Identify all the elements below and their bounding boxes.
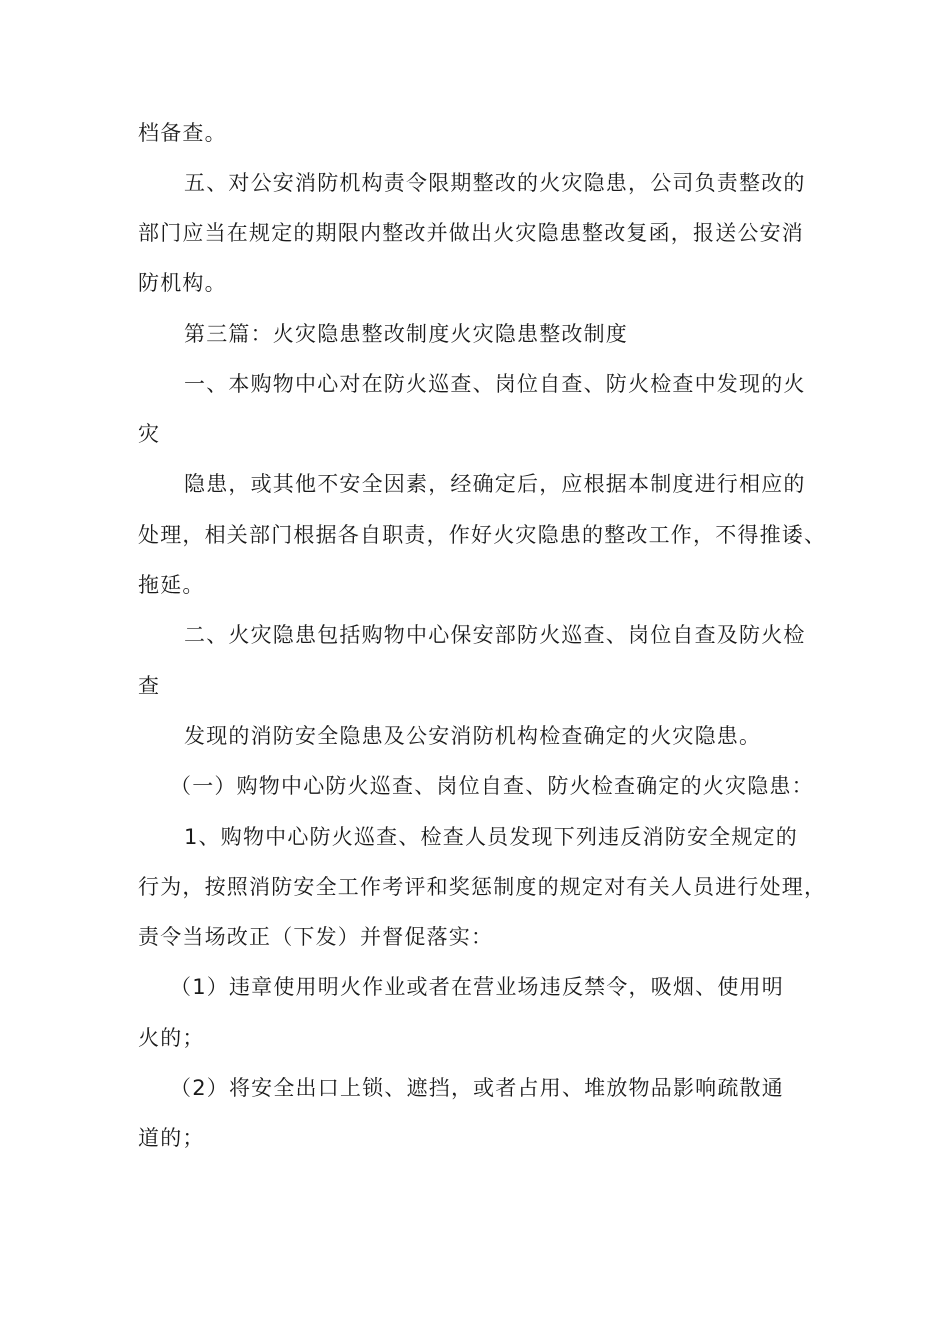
text-line: 灾	[138, 422, 161, 446]
text-line: 火的；	[138, 1026, 205, 1050]
text-line: 隐患，或其他不安全因素，经确定后，应根据本制度进行相应的	[184, 472, 806, 496]
text-line: 处理，相关部门根据各自职责，作好火灾隐患的整改工作，不得推诿、	[138, 523, 827, 547]
text-line: 档备查。	[138, 121, 227, 145]
paragraph-two: 二、火灾隐患包括购物中心保安部防火巡查、岗位自查及防火检	[184, 623, 806, 647]
text-line: 拖延。	[138, 573, 205, 597]
text-line: 部门应当在规定的期限内整改并做出火灾隐患整改复函，报送公安消	[138, 221, 804, 245]
paragraph-one: 一、本购物中心对在防火巡查、岗位自查、防火检查中发现的火	[184, 372, 806, 396]
text-line: 发现的消防安全隐患及公安消防机构检查确定的火灾隐患。	[184, 724, 762, 748]
item-one: 1、购物中心防火巡查、检查人员发现下列违反消防安全规定的	[184, 825, 798, 849]
text-line: 道的；	[138, 1126, 205, 1150]
text-line: 行为，按照消防安全工作考评和奖惩制度的规定对有关人员进行处理，	[138, 875, 827, 899]
text-line: 责令当场改正（下发）并督促落实：	[138, 925, 494, 949]
sub-item-1: （1）违章使用明火作业或者在营业场违反禁令，吸烟、使用明	[170, 975, 784, 999]
text-line: 查	[138, 674, 161, 698]
section-heading: 第三篇：火灾隐患整改制度火灾隐患整改制度	[184, 322, 628, 346]
paragraph-five: 五、对公安消防机构责令限期整改的火灾隐患，公司负责整改的	[184, 171, 806, 195]
subsection-heading: （一）购物中心防火巡查、岗位自查、防火检查确定的火灾隐患：	[170, 774, 814, 798]
sub-item-2: （2）将安全出口上锁、遮挡，或者占用、堆放物品影响疏散通	[170, 1076, 784, 1100]
text-line: 防机构。	[138, 271, 227, 295]
